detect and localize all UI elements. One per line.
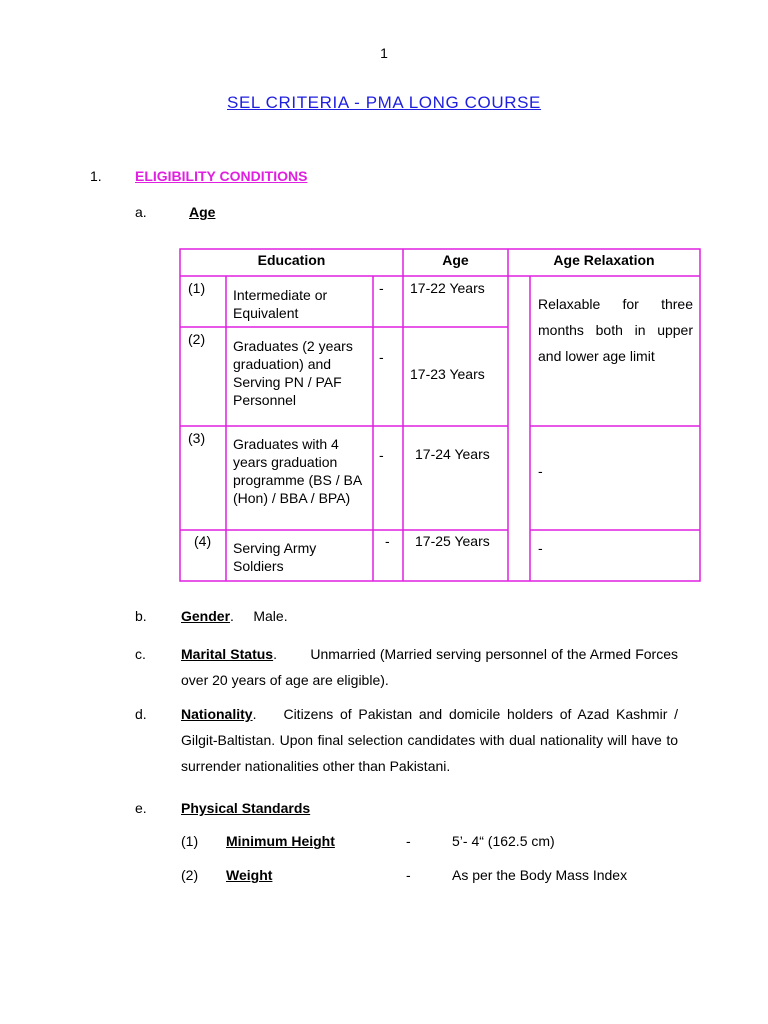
label-period: .	[273, 646, 277, 662]
physical-item-number: (2)	[181, 867, 199, 883]
physical-item-label: Weight	[226, 867, 273, 883]
marital-item	[181, 641, 678, 693]
dash-cell: -	[379, 349, 384, 365]
gender-value: Male.	[253, 608, 288, 624]
dash-cell: -	[379, 280, 384, 296]
age-cell: 17-25 Years	[415, 533, 490, 549]
gender-letter: b.	[135, 608, 147, 624]
gender-item	[181, 603, 681, 629]
marital-value: Unmarried (Married serving personnel of the Armed Forces over 20 years of age are eligible).	[181, 646, 679, 688]
nationality-item	[181, 701, 678, 779]
age-cell: 17-22 Years	[410, 280, 485, 296]
age-cell: 17-23 Years	[410, 366, 485, 382]
page-number: 1	[380, 45, 388, 61]
physical-item-dash: -	[406, 833, 411, 849]
dash-cell: -	[385, 533, 390, 549]
row-number: (4)	[194, 533, 212, 549]
physical-item-value: As per the Body Mass Index	[452, 867, 628, 883]
row-number: (3)	[188, 430, 206, 446]
row-number: (1)	[188, 280, 206, 296]
section-heading: ELIGIBILITY CONDITIONS	[135, 168, 308, 184]
row-number: (2)	[188, 331, 206, 347]
relaxation-cell: Relaxable for three months both in upper and lower age limit	[538, 296, 693, 364]
physical-item-value: 5’- 4“ (162.5 cm)	[452, 833, 555, 849]
physical-item-label: Minimum Height	[226, 833, 335, 849]
relaxation-cell: -	[538, 463, 543, 479]
education-cell: Intermediate or Equivalent	[233, 287, 328, 321]
nationality-label: Nationality	[181, 706, 253, 722]
label-period: .	[252, 706, 257, 722]
nationality-value: Citizens of Pakistan and domicile holders of Azad Kashmir / Gilgit-Baltistan. Upon final selection candidates with dual nationality will have to surrender nationalities other than Pakistani.	[181, 706, 678, 774]
age-cell: 17-24 Years	[415, 446, 490, 462]
age-heading: Age	[189, 204, 216, 220]
header-education: Education	[257, 252, 326, 268]
physical-item-dash: -	[406, 867, 411, 883]
nationality-letter: d.	[135, 706, 147, 722]
relaxation-cell: -	[538, 540, 543, 556]
header-age-relaxation: Age Relaxation	[553, 252, 655, 268]
label-period: .	[230, 608, 234, 624]
dash-cell: -	[379, 447, 384, 463]
physical-letter: e.	[135, 800, 147, 816]
education-cell: Serving Army Soldiers	[233, 540, 317, 574]
age-letter: a.	[135, 204, 147, 220]
marital-label: Marital Status	[181, 646, 274, 662]
section-number: 1.	[90, 168, 102, 184]
header-age: Age	[442, 252, 469, 268]
marital-letter: c.	[135, 646, 146, 662]
document-title: SEL CRITERIA - PMA LONG COURSE	[227, 93, 541, 112]
gender-label: Gender	[181, 608, 231, 624]
physical-item-number: (1)	[181, 833, 199, 849]
education-cell: Graduates (2 years graduation) and Serving PN / PAF Personnel	[233, 338, 353, 408]
education-cell: Graduates with 4 years graduation programme (BS / BA (Hon) / BBA / BPA)	[233, 436, 362, 506]
physical-heading: Physical Standards	[181, 800, 311, 816]
